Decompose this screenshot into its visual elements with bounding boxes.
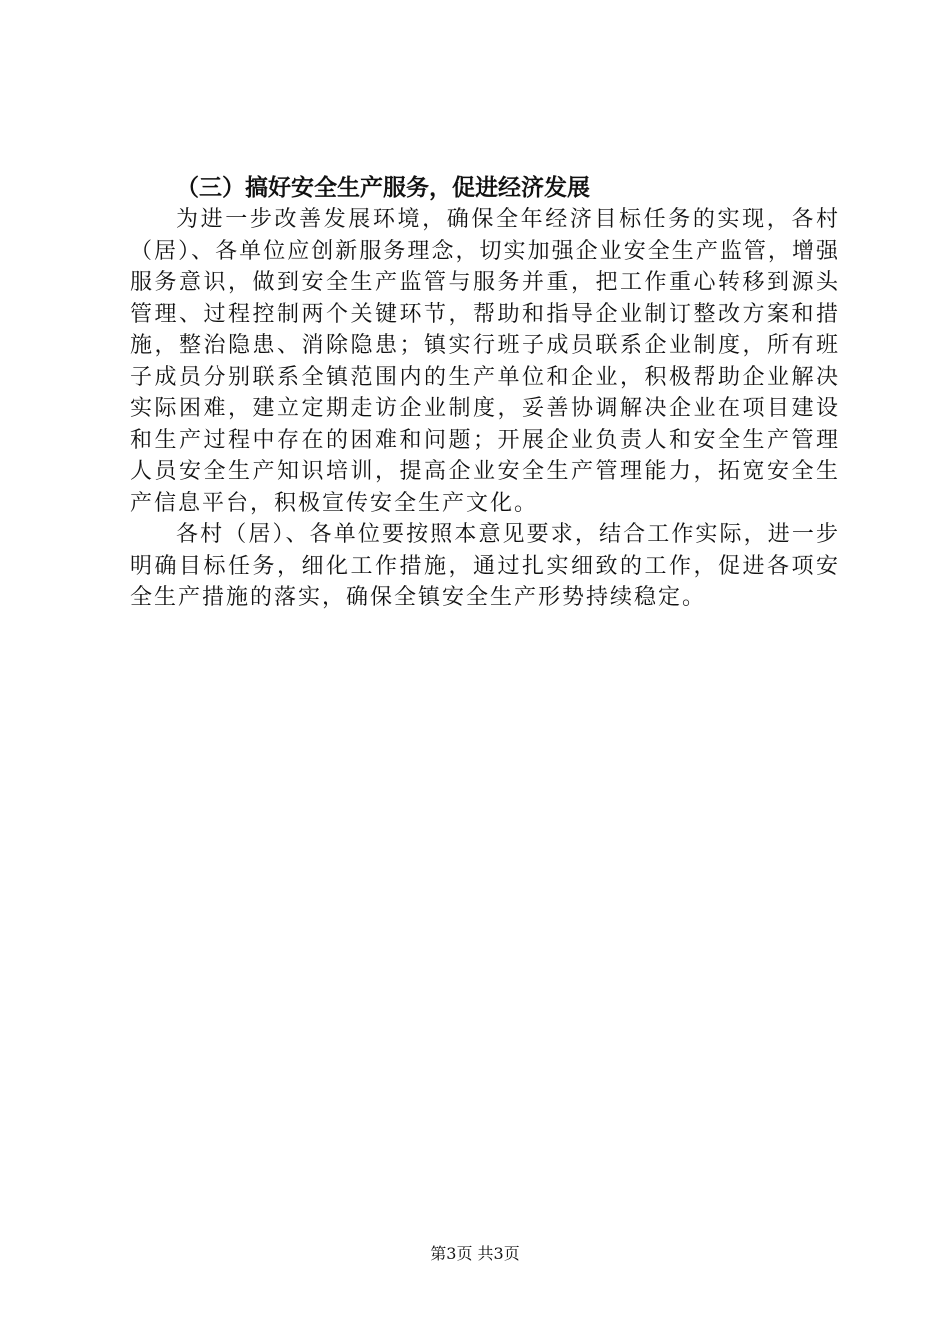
body-paragraph-2: 各村（居）、各单位要按照本意见要求，结合工作实际，进一步明确目标任务，细化工作措施，通过扎实细致的工作，促进各项安全生产措施的落实，确保全镇安全生产形势持续稳定。 — [130, 522, 840, 610]
body-paragraph-1: 为进一步改善发展环境，确保全年经济目标任务的实现，各村（居）、各单位应创新服务理念，切实加强企业安全生产监管，增强服务意识，做到安全生产监管与服务并重，把工作重心转移到源头管理、过程控制两个关键环节，帮助和指导企业制订整改方案和措施，整治隐患、消除隐患；镇实行班子成员联系企业制度，所有班子成员分别联系全镇范围内的生产单位和企业，积极帮助企业解决实际困难，建立定期走访企业制度，妥善协调解决企业在项目建设和生产过程中存在的困难和问题；开展企业负责人和安全生产管理人员安全生产知识培训，提高企业安全生产管理能力，拓宽安全生产信息平台，积极宣传安全生产文化。 — [130, 207, 840, 516]
section-heading: （三）搞好安全生产服务，促进经济发展 — [176, 175, 590, 201]
document-body — [130, 172, 840, 614]
page-footer: 第3页 共3页 — [430, 1244, 520, 1263]
